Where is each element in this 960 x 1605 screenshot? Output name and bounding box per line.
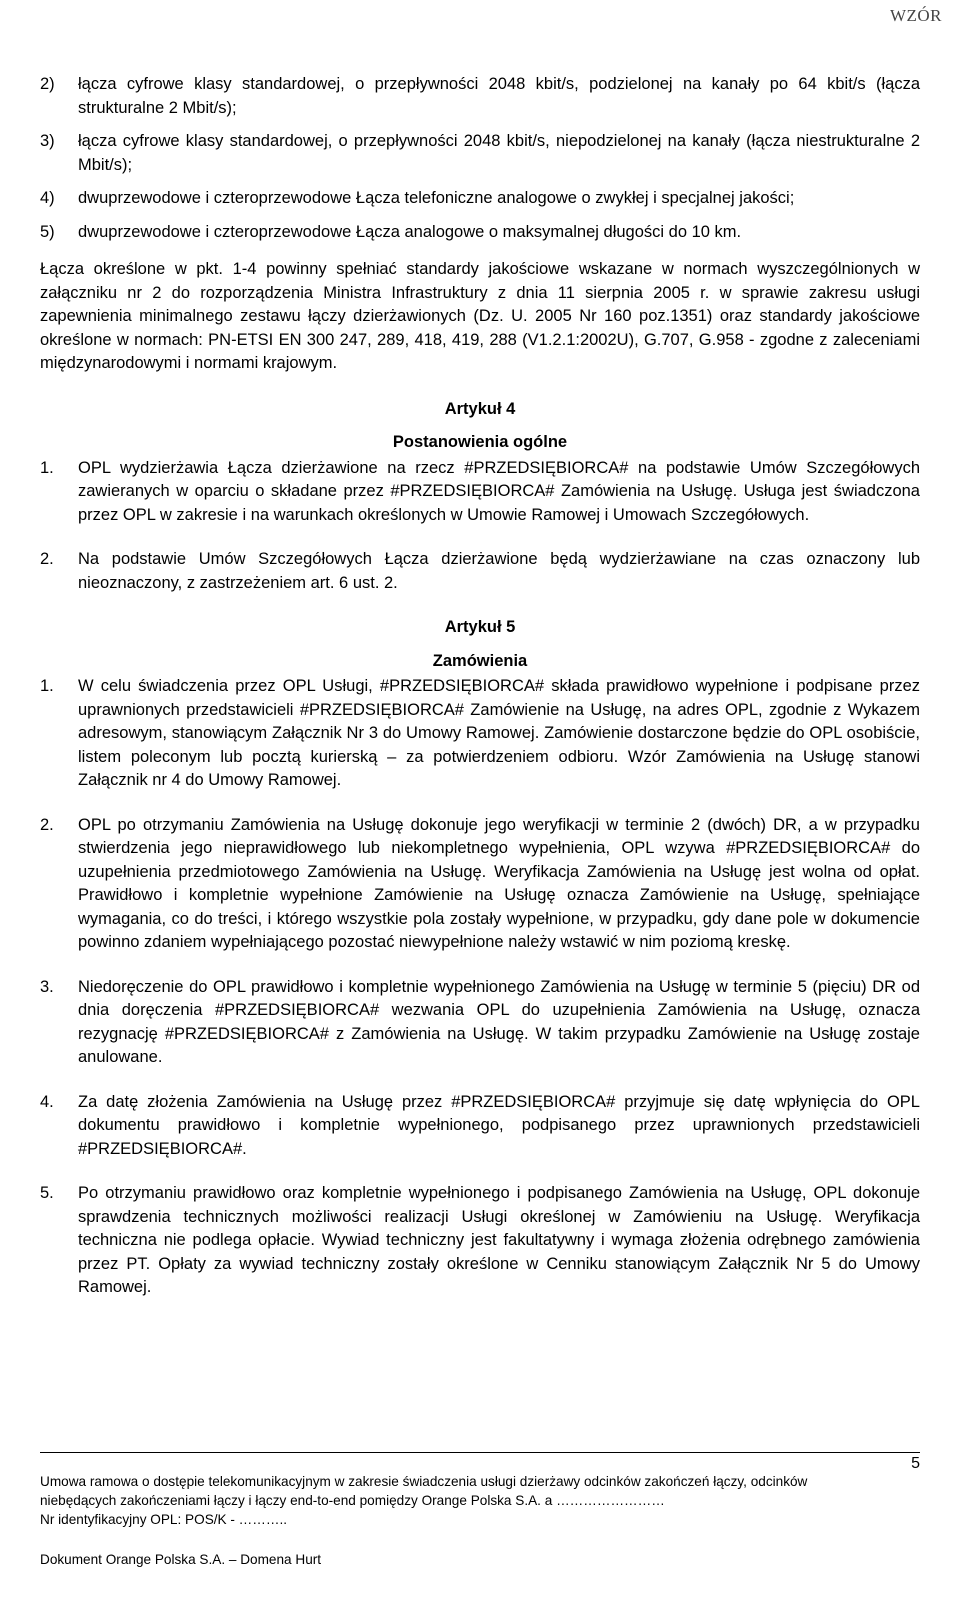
list-item — [40, 130, 920, 177]
article-4-heading: Artykuł 4 — [444, 399, 516, 418]
list-item-text: Za datę złożenia Zamówienia na Usługę przez #PRZEDSIĘBIORCA# przyjmuje się datę wpłynięcia do OPL dokumentu prawidłowo i kompletnie wypełnionego, podpisanego przez uprawnionych przedstawicieli #PRZEDSIĘBIORCA#. — [78, 1092, 920, 1158]
footer-identification-number: Nr identyfikacyjny OPL: POS/K - ……….. — [40, 1512, 288, 1527]
document-body — [40, 73, 920, 1310]
list-item-number: 3) — [40, 132, 55, 150]
page-number: 5 — [911, 1455, 920, 1472]
list-item — [40, 187, 920, 211]
list-item-text: Na podstawie Umów Szczegółowych Łącza dzierżawione będą wydzierżawiane na czas oznaczony lub nieoznaczony, z zastrzeżeniem art. 6 ust. 2. — [78, 550, 920, 592]
list-item — [40, 1091, 920, 1162]
list-item — [40, 548, 920, 595]
list-item-number: 4. — [40, 1092, 54, 1111]
list-item-number: 5) — [40, 222, 55, 241]
article-5-heading: Artykuł 5 — [444, 618, 516, 636]
footer-document-owner: Dokument Orange Polska S.A. – Domena Hurt — [40, 1552, 322, 1567]
footer-agreement-title: Umowa ramowa o dostępie telekomunikacyjnym w zakresie świadczenia usługi dzierżawy odcinków zakończeń łączy, odcinków — [40, 1474, 808, 1489]
list-item-text: łącza cyfrowe klasy standardowej, o przepływności 2048 kbit/s, niepodzielonej na kanały (łącza niestrukturalne 2 Mbit/s); — [78, 132, 920, 174]
list-item-number: 4) — [40, 189, 55, 207]
footer-agreement-parties: niebędących zakończeniami łączy i łączy end-to-end pomiędzy Orange Polska S.A. a …………………… — [40, 1493, 665, 1508]
list-item-text: OPL po otrzymaniu Zamówienia na Usługę dokonuje jego weryfikacji w terminie 2 (dwóch) DR, a w przypadku stwierdzenia jego nieprawidłowego lub niekompletnego wypełnienia, OPL wzywa #PRZEDSIĘBIORCA# do uzupełnienia przedmiotowego Zamówienia na Usługę. Weryfikacja Zamówienia na Usługę jest wolna od opłat. Prawidłowo i kompletnie wypełnione Zamówienie na Usługę oznacza Zamówienie na Usługę, spełniające wymagania, co do treści, i którego wszystkie pola zostały wypełnione, w przypadku, gdy dane pole w dokumencie powinno zdaniem wypełniającego pozostać niewypełnione należy wstawić w nim poziomą kreskę. — [78, 815, 920, 951]
list-item — [40, 221, 920, 245]
list-item-number: 1. — [40, 677, 54, 695]
list-item-text: dwuprzewodowe i czteroprzewodowe Łącza analogowe o maksymalnej długości do 10 km. — [78, 222, 742, 241]
list-item — [40, 1182, 920, 1300]
list-item — [40, 976, 920, 1070]
page-footer — [40, 1452, 920, 1569]
list-item — [40, 73, 920, 120]
list-item-number: 2) — [40, 75, 55, 93]
list-item-text: Po otrzymaniu prawidłowo oraz kompletnie wypełnionego i podpisanego Zamówienia na Usługę, OPL dokonuje sprawdzenia technicznych możliwości realizacji Usługi określonej w Zamówieniu na Usługę. Weryfikacja techniczna nie podlega opłacie. Wywiad techniczny jest fakultatywny i wymaga złożenia odrębnego zamówienia przez PT. Opłaty za wywiad techniczny zostały określone w Cenniku stanowiącym Załącznik Nr 5 do Umowy Ramowej. — [78, 1184, 920, 1296]
article-4-title: Postanowienia ogólne — [392, 433, 568, 451]
list-item — [40, 814, 920, 955]
quality-standards-paragraph: Łącza określone w pkt. 1-4 powinny spełniać standardy jakościowe wskazane w normach wyszczególnionych w załączniku nr 2 do rozporządzenia Ministra Infrastruktury z dnia 11 sierpnia 2005 r. w sprawie zakresu usługi zapewnienia minimalnego zestawu łączy dzierżawionych (Dz. U. 2005 Nr 160 poz.1351) oraz standardy jakościowe określone w normach: PN-ETSI EN 300 247, 289, 418, 419, 288 (V1.2.1:2002U), G.707, G.958 - zgodne z zaleceniami międzynarodowymi i normami krajowym. — [40, 260, 920, 372]
document-watermark-label: WZÓR — [889, 6, 942, 25]
list-item-number: 2. — [40, 815, 54, 834]
article-5-title: Zamówienia — [432, 651, 528, 670]
list-item-number: 3. — [40, 977, 54, 996]
list-item-number: 1. — [40, 458, 54, 477]
list-item-text: W celu świadczenia przez OPL Usługi, #PRZEDSIĘBIORCA# składa prawidłowo wypełnione i podpisane przez uprawnionych przedstawicieli #PRZEDSIĘBIORCA# Zamówienie na Usługę, na adres OPL, zgodnie z Wykazem adresowym, stanowiącym Załącznik Nr 3 do Umowy Ramowej. Zamówienie dostarczone będzie do OPL osobiście, listem poleconym lub pocztą kurierską – za potwierdzeniem odbioru. Wzór Zamówienia na Usługę stanowi Załącznik nr 4 do Umowy Ramowej. — [78, 677, 920, 789]
list-item-number: 5. — [40, 1184, 54, 1202]
list-item — [40, 457, 920, 528]
list-item — [40, 675, 920, 793]
list-item-text: dwuprzewodowe i czteroprzewodowe Łącza telefoniczne analogowe o zwykłej i specjalnej jakości; — [78, 189, 795, 207]
list-item-text: OPL wydzierżawia Łącza dzierżawione na rzecz #PRZEDSIĘBIORCA# na podstawie Umów Szczegółowych zawieranych w oparciu o składane przez #PRZEDSIĘBIORCA# Zamówienia na Usługę. Usługa jest świadczona przez OPL w zakresie i na warunkach określonych w Umowie Ramowej i Umowach Szczegółowych. — [78, 458, 920, 524]
list-item-number: 2. — [40, 550, 54, 568]
list-item-text: Niedoręczenie do OPL prawidłowo i kompletnie wypełnionego Zamówienia na Usługę w terminie 5 (pięciu) DR od dnia doręczenia #PRZEDSIĘBIORCA# wezwania OPL do uzupełnienia Zamówienia na Usługę, oznacza rezygnację #PRZEDSIĘBIORCA# z Zamówienia na Usługę. W takim przypadku Zamówienie na Usługę zostaje anulowane. — [78, 977, 920, 1066]
list-item-text: łącza cyfrowe klasy standardowej, o przepływności 2048 kbit/s, podzielonej na kanały po 64 kbit/s (łącza strukturalne 2 Mbit/s); — [78, 75, 920, 117]
